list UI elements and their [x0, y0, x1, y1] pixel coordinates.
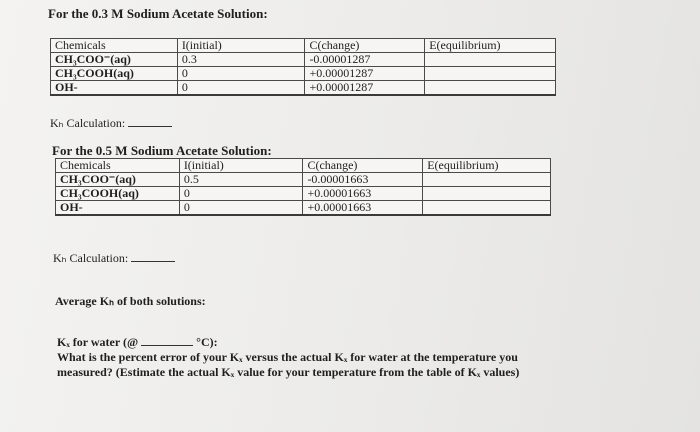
cell-change: +0.00001663 — [303, 187, 423, 201]
table-row — [56, 201, 551, 216]
average-kb-label: Average Kₕ of both solutions: — [55, 294, 206, 308]
section1-table — [50, 38, 556, 96]
table-row — [51, 81, 556, 96]
cell-chemical: OH- — [56, 201, 180, 216]
table-header-row — [56, 159, 551, 173]
cell-chemical: CH₃COO⁻(aq) — [56, 173, 180, 187]
cell-change: +0.00001287 — [305, 67, 425, 81]
section1-kb-blank[interactable] — [128, 126, 172, 127]
header-equilibrium: E(equilibrium) — [423, 159, 551, 173]
table-row — [51, 67, 556, 81]
cell-initial: 0 — [179, 187, 303, 201]
cell-chemical: OH- — [51, 81, 178, 96]
section2-table — [55, 158, 551, 216]
cell-initial: 0 — [177, 81, 305, 96]
percent-error-question: What is the percent error of your Kₓ versus the actual Kₓ for water at the temperature you measured? (Estimate the actual Kₓ value for your temperature from the table of Kₓ values) — [57, 350, 520, 379]
header-initial: I(initial) — [177, 39, 305, 53]
cell-equilibrium[interactable] — [425, 53, 556, 67]
table-row — [51, 53, 556, 67]
kw-water-line — [57, 335, 218, 350]
table-header-row — [51, 39, 556, 53]
cell-equilibrium[interactable] — [423, 187, 551, 201]
cell-equilibrium[interactable] — [423, 173, 551, 187]
header-change: C(change) — [303, 159, 423, 173]
header-chemicals: Chemicals — [51, 39, 178, 53]
section2-kb-calculation — [53, 251, 175, 266]
kw-label-end: °C): — [196, 335, 218, 349]
cell-chemical: CH₃COOH(aq) — [56, 187, 180, 201]
kw-temperature-blank[interactable] — [141, 345, 193, 346]
cell-equilibrium[interactable] — [423, 201, 551, 216]
cell-change: +0.00001663 — [303, 201, 423, 216]
cell-chemical: CH₃COOH(aq) — [51, 67, 178, 81]
section2-title: For the 0.5 M Sodium Acetate Solution: — [52, 143, 272, 158]
cell-equilibrium[interactable] — [425, 67, 556, 81]
header-equilibrium: E(equilibrium) — [425, 39, 556, 53]
cell-change: -0.00001287 — [305, 53, 425, 67]
section2-kb-blank[interactable] — [131, 261, 175, 262]
section1-kb-calculation — [50, 116, 172, 131]
kw-label-start: Kₓ for water (@ — [57, 335, 139, 349]
table-row — [56, 187, 551, 201]
cell-change: +0.00001287 — [305, 81, 425, 96]
section2-kb-label: Kₕ Calculation: — [53, 251, 129, 265]
cell-initial: 0.3 — [177, 53, 305, 67]
table-row — [56, 173, 551, 187]
cell-chemical: CH₃COO⁻(aq) — [51, 53, 178, 67]
section1-title: For the 0.3 M Sodium Acetate Solution: — [48, 6, 268, 21]
cell-initial: 0 — [177, 67, 305, 81]
cell-equilibrium[interactable] — [425, 81, 556, 96]
section1-kb-label: Kₕ Calculation: — [50, 116, 126, 130]
header-change: C(change) — [305, 39, 425, 53]
header-chemicals: Chemicals — [56, 159, 180, 173]
header-initial: I(initial) — [179, 159, 303, 173]
cell-change: -0.00001663 — [303, 173, 423, 187]
cell-initial: 0 — [179, 201, 303, 216]
cell-initial: 0.5 — [179, 173, 303, 187]
